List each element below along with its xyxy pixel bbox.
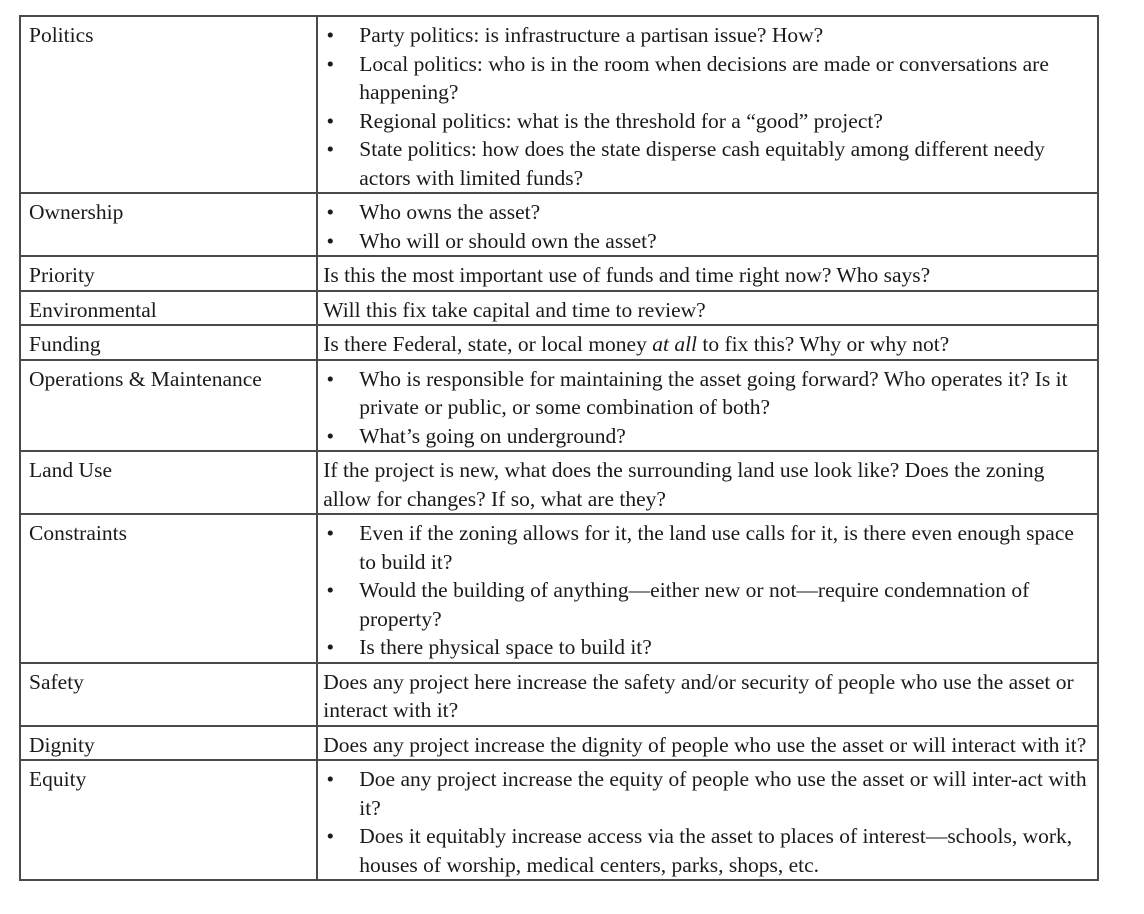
question-text-end: to fix this? Why or why not?: [697, 332, 950, 356]
category-label: Funding: [29, 332, 101, 356]
question-text-start: Is there Federal, state, or local money: [323, 332, 653, 356]
category-cell: [20, 451, 317, 514]
question-cell: [317, 193, 1098, 256]
category-label: Politics: [29, 23, 94, 47]
category-cell: [20, 16, 317, 193]
table-row: [20, 291, 1098, 326]
question-list: [323, 198, 1091, 255]
bullet-icon: •: [326, 578, 335, 602]
table-row: [20, 760, 1098, 880]
question-cell: [317, 663, 1098, 726]
question-list: [323, 365, 1091, 451]
category-cell: [20, 193, 317, 256]
list-item: • Does it equitably increase access via the asset to places of interest—schools, work, houses of worship, medical centers, parks, shops, etc.: [323, 822, 1091, 879]
table-row: [20, 256, 1098, 291]
question-cell: [317, 760, 1098, 880]
question-text: Will this fix take capital and time to review?: [323, 297, 706, 322]
question-cell: [317, 726, 1098, 761]
list-item: • What’s going on underground?: [323, 422, 1091, 451]
list-item: • Is there physical space to build it?: [323, 633, 1091, 662]
question-cell: [317, 16, 1098, 193]
table-row: [20, 514, 1098, 663]
bullet-icon: •: [326, 635, 335, 659]
question-cell: [317, 291, 1098, 326]
question-text-emphasis: at all: [652, 332, 698, 356]
category-label: Equity: [29, 767, 87, 791]
category-label: Land Use: [29, 458, 112, 482]
table-row: [20, 193, 1098, 256]
list-item: • Who is responsible for maintaining the asset going forward? Who operates it? Is it private or public, or some combination of both?: [323, 365, 1091, 422]
list-item: • Local politics: who is in the room when decisions are made or conversations are happening?: [323, 50, 1091, 107]
category-label: Environmental: [29, 297, 157, 322]
list-item: • State politics: how does the state disperse cash equitably among different needy actors with limited funds?: [323, 135, 1091, 192]
question-cell: [317, 514, 1098, 663]
table-row: [20, 451, 1098, 514]
bullet-icon: •: [326, 200, 335, 224]
question-cell: [317, 256, 1098, 291]
bullet-icon: •: [326, 108, 335, 133]
table-row: [20, 726, 1098, 761]
table-row: [20, 663, 1098, 726]
list-item: • Would the building of anything—either new or not—require condemnation of property?: [323, 576, 1091, 633]
category-label: Ownership: [29, 200, 124, 224]
questions-table: [19, 15, 1099, 881]
category-label: Constraints: [29, 521, 127, 545]
category-cell: [20, 360, 317, 452]
list-item: • Who will or should own the asset?: [323, 227, 1091, 256]
list-item: • Even if the zoning allows for it, the land use calls for it, is there even enough space to build it?: [323, 519, 1091, 576]
question-text: Is this the most important use of funds and time right now? Who says?: [323, 263, 931, 287]
category-cell: [20, 726, 317, 761]
bullet-icon: •: [326, 228, 335, 253]
bullet-icon: •: [326, 23, 335, 47]
category-cell: [20, 760, 317, 880]
bullet-icon: •: [326, 51, 335, 76]
question-text: Does any project increase the dignity of people who use the asset or will interact with it?: [323, 732, 1087, 757]
question-list: [323, 21, 1091, 192]
category-label: Safety: [29, 669, 84, 694]
category-cell: [20, 291, 317, 326]
bullet-icon: •: [326, 824, 335, 848]
bullet-icon: •: [326, 521, 335, 545]
bullet-icon: •: [326, 423, 335, 448]
table-row: [20, 360, 1098, 452]
question-text: Does any project here increase the safety and/or security of people who use the asset or interact with it?: [323, 669, 1074, 722]
category-label: Dignity: [29, 732, 95, 757]
category-cell: [20, 663, 317, 726]
category-cell: [20, 256, 317, 291]
category-label: Priority: [29, 263, 95, 287]
list-item: • Doe any project increase the equity of people who use the asset or will inter-act with it?: [323, 765, 1091, 822]
list-item: • Party politics: is infrastructure a partisan issue? How?: [323, 21, 1091, 50]
category-label: Operations & Maintenance: [29, 366, 262, 391]
list-item: • Who owns the asset?: [323, 198, 1091, 227]
question-cell: [317, 360, 1098, 452]
list-item: • Regional politics: what is the threshold for a “good” project?: [323, 107, 1091, 136]
question-cell: [317, 451, 1098, 514]
bullet-icon: •: [326, 366, 335, 391]
table-row: [20, 16, 1098, 193]
category-cell: [20, 325, 317, 360]
bullet-icon: •: [326, 767, 335, 791]
question-text: If the project is new, what does the surrounding land use look like? Does the zoning allow for changes? If so, what are they?: [323, 458, 1045, 511]
table-row: [20, 325, 1098, 360]
question-list: [323, 519, 1091, 662]
question-list: [323, 765, 1091, 879]
question-cell: [317, 325, 1098, 360]
category-cell: [20, 514, 317, 663]
bullet-icon: •: [326, 137, 335, 161]
